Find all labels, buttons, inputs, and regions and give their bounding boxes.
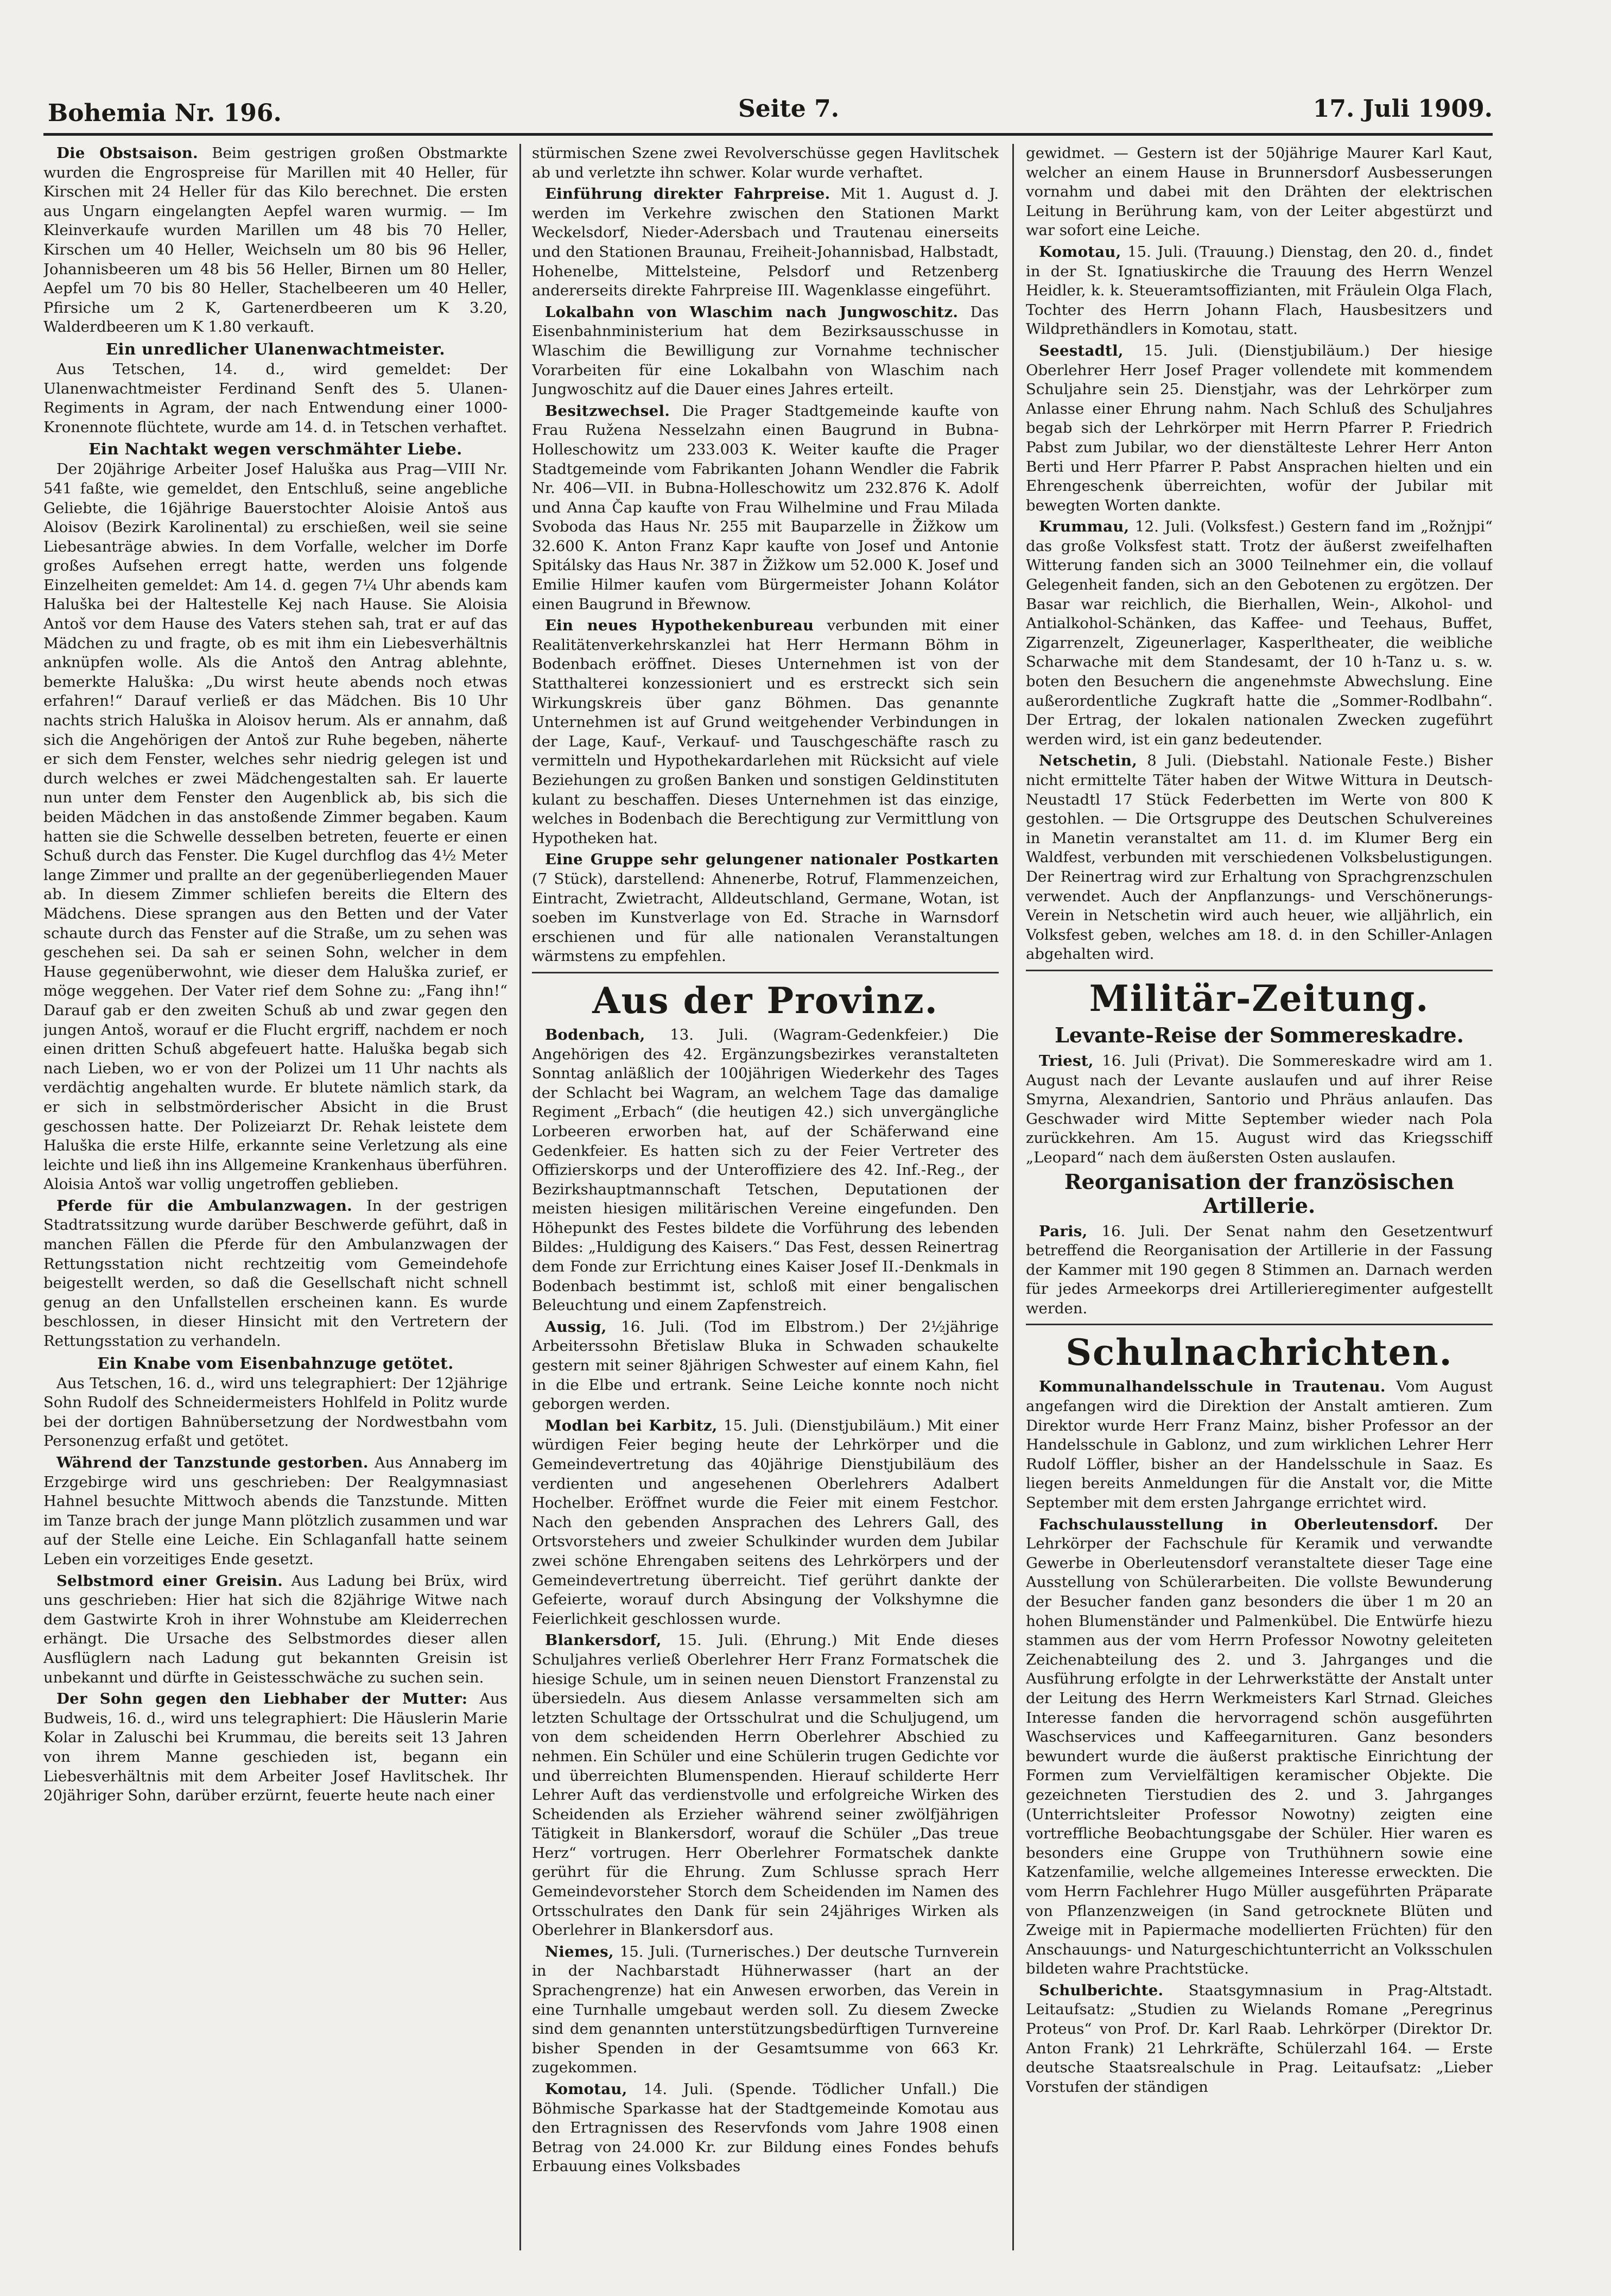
article-inline-headline: Eine Gruppe sehr gelungener nationaler Postkarten [545,851,999,869]
article-inline-headline: Lokalbahn von Wlaschim nach Jungwoschitz. [545,303,959,321]
article-paragraph [532,1026,999,1315]
article-text: (7 Stück), darstellend: Ahnenerbe, Rotruf, Flammenzeichen, Eintracht, Zwietracht, Alldeutschland, Germane, Wotan, ist soeben im Kunstverlage von Ed. Strache in Warnsdorf erschienen und für alle nationalen Veranstaltungen wärmstens zu empfehlen. [532,870,999,965]
article-inline-headline: Der Sohn gegen den Liebhaber der Mutter: [56,1690,468,1708]
column-rule [1012,144,1014,2250]
article-paragraph [43,1197,508,1351]
article-text: Mit 1. August d. J. werden im Verkehre zwischen den Stationen Markt Weckelsdorf, Nieder-Adersbach und Trautenau einerseits und den Stationen Braunau, Freiheit-Johannisbad, Halbstadt, Hohenelbe, Mittelsteine, Pelsdorf und Retzenberg andererseits direkte Fahrpreise III. Wagenklasse eingeführt. [532,185,999,300]
article-paragraph [43,1453,508,1570]
article-text: 14. Juli. (Spende. Tödlicher Unfall.) Die Böhmische Sparkasse hat der Stadtgemeinde Komotau aus den Ertragnissen des Reservfonds vom Jahre 1908 einen Betrag von 24.000 Kr. zur Bildung eines Fondes behufs Erbauung eines Volksbades [532,2080,999,2175]
article-paragraph [532,1943,999,2078]
article-paragraph [532,2080,999,2177]
article-inline-headline: Triest, [1039,1052,1094,1070]
article-inline-headline: Die Obstsaison. [56,144,199,162]
issue-date: 17. Juli 1909. [1312,95,1493,123]
article-inline-headline: Besitzwechsel. [545,402,670,420]
article-text: Die Prager Stadtgemeinde kaufte von Frau Ružena Nesselzahn einen Baugrund in Bubna-Holleschowitz um 233.003 K. Weiter kaufte die Prager Stadtgemeinde vom Fabrikanten Johann Wendler die Fabrik Nr. 406—VII. in Bubna-Holleschowitz um 232.876 K. Adolf und Anna Čap kaufte von Frau Wilhelmine und Frau Milada Svoboda das Haus Nr. 255 mit Bauparzelle in Žižkow um 32.600 K. Anton Franz Kapr kaufte von Josef und Antonie Spitálsky das Haus Nr. 387 in Žižkow um 52.000 K. Josef und Emilie Hilmer kaufen vom Bürgermeister Johann Kolátor einen Baugrund in Břewnow. [532,402,999,613]
article-inline-headline: Komotau, [1039,243,1121,261]
article-text: 16. Juli (Privat). Die Sommereskadre wird am 1. August nach der Levante auslaufen und auf ihrer Reise Smyrna, Alexandrien, Santorio und Phräus anlaufen. Das Geschwader wird Mitte September wieder nach Pola zurückkehren. Am 15. August wird das Kriegsschiff „Leopard“ nach dem äußersten Osten auslaufen. [1026,1052,1493,1166]
section-title: Schulnachrichten. [1065,1331,1453,1374]
article-paragraph [1026,144,1493,241]
article-inline-headline: Schulberichte. [1039,1981,1164,1999]
section-divider [1026,1324,1493,1325]
subsection-title: Reorganisation der französischen Artillerie. [1064,1169,1454,1218]
article-inline-headline: Niemes, [545,1943,614,1960]
article-paragraph [1026,517,1493,749]
article-inline-headline: Komotau, [545,2080,627,2098]
article-text: 16. Juli. Der Senat nahm den Gesetzentwurf betreffend die Reorganisation der Artillerie in der Fassung der Kammer mit 190 gegen 8 Stimmen an. Darnach werden für jedes Armeekorps drei Artillerieregimenter aufgestellt werden. [1026,1222,1493,1317]
article-paragraph [532,402,999,615]
article-paragraph [1026,1222,1493,1319]
article-text: 12. Juli. (Volksfest.) Gestern fand im „Rožnjpi“ das große Volksfest statt. Trotz der äußerst zweifelhaften Witterung fanden sich an 3000 Teilnehmer ein, die vollauf Gelegenheit fanden, sich an den Gebotenen zu ergötzen. Der Basar war reichlich, die Bierhallen, Wein-, Alkohol- und Antialkohol-Schänken, das Kaffee- und Teehaus, Buffet, Zigarrenzelt, Zigeunerlager, Kasperltheater, die weibliche Scharwache mit dem Standesamt, der 10 h-Tanz u. s. w. boten den Besuchern die angenehmste Abwechslung. Eine außerordentliche Zugkraft hatte die „Sommer-Rodlbahn“. Der Ertrag, der lokalen nationalen Zwecken zugeführt werden wird, ist ein ganz bedeutender. [1026,518,1493,748]
article-inline-headline: Paris, [1039,1222,1088,1240]
article-paragraph [1026,341,1493,515]
article-paragraph [43,460,508,1194]
article-text: Das Eisenbahnministerium hat dem Bezirksausschusse in Wlaschim die Bewilligung zur Vornahme technischer Vorarbeiten für eine Lokalbahn von Wlaschim nach Jungwoschitz auf die Dauer eines Jahres erteilt. [532,303,999,399]
article-inline-headline: Bodenbach, [545,1026,645,1043]
article-text: Aus Tetschen, 16. d., wird uns telegraphiert: Der 12jährige Sohn Rudolf des Schneidermeisters Hohlfeld in Politz wurde bei der dortigen Bahnübersetzung der Nordwestbahn vom Personenzug erfaßt und getötet. [43,1374,508,1450]
section-title: Aus der Provinz. [592,979,938,1022]
article-headline: Ein Knabe vom Eisenbahnzuge getötet. [97,1353,454,1372]
page-header [43,95,1493,136]
article-inline-headline: Aussig, [545,1318,607,1336]
article-inline-headline: Netschetin, [1039,752,1138,770]
article-text: Staatsgymnasium in Prag-Altstadt. Leitaufsatz: „Studien zu Wielands Romane „Peregrinus Proteus“ von Prof. Dr. Karl Raab. Lehrkörper (Direktor Dr. Anton Frank) 21 Lehrkräfte, Schülerzahl 164. — Erste deutsche Staatsrealschule in Prag. Leitaufsatz: „Lieber Vorstufen der ständigen [1026,1981,1493,2096]
page-number: Seite 7. [738,95,840,123]
column-3 [1026,144,1493,2250]
article-inline-headline: Ein neues Hypothekenbureau [545,617,814,635]
article-text: 16. Juli. (Tod im Elbstrom.) Der 2½jährige Arbeiterssohn Břetislaw Bluka in Schwaden schaukelte gestern mit seiner 8jährigen Schwester auf einem Kahn, fiel in die Elbe und ertrank. Seine Leiche konnte noch nicht geborgen werden. [532,1318,999,1413]
article-paragraph [43,144,508,337]
article-text: 15. Juli. (Ehrung.) Mit Ende dieses Schuljahres verließ Oberlehrer Herr Franz Formatschek die hiesige Schule, um in seinen neuen Dienstort Franzenstal zu übersiedeln. Aus diesem Anlasse versammelten sich am letzten Schultage der Ortsschulrat und die Schuljugend, um von dem scheidenden Herrn Oberlehrer Abschied zu nehmen. Ein Schüler und eine Schülerin trugen Gedichte vor und überreichten Blumenspenden. Hierauf schilderte Herr Lehrer Auft das verdienstvolle und erfolgreiche Wirken des Scheidenden als Erzieher während seiner zwölfjährigen Tätigkeit in Blankersdorf, worauf die Schüler „Das treue Herz“ vortrugen. Herr Oberlehrer Formatschek dankte gerührt für die Ehrung. Zum Schlusse sprach Herr Gemeindevorsteher Storch dem Scheidenden im Namen des Ortsschulrates den Dank für sein 24jähriges Wirken als Oberlehrer in Blankersdorf aus. [532,1631,999,1939]
article-inline-headline: Während der Tanzstunde gestorben. [56,1454,369,1471]
article-inline-headline: Kommunalhandelsschule in Trautenau. [1039,1378,1386,1396]
article-text: gewidmet. — Gestern ist der 50jährige Maurer Karl Kaut, welcher an einem Hause in Brunnersdorf Ausbesserungen vornahm und dabei mit den Drähten der elektrischen Leitung in Berührung kam, von der Leiter abgestürzt und war sofort eine Leiche. [1026,144,1493,239]
article-inline-headline: Seestadtl, [1039,341,1124,359]
article-inline-headline: Selbstmord einer Greisin. [56,1572,283,1590]
article-paragraph [532,1416,999,1629]
article-inline-headline: Fachschulausstellung in Oberleutensdorf. [1039,1515,1439,1533]
article-paragraph [1026,1377,1493,1513]
article-text: 15. Juli. (Dienstjubiläum.) Der hiesige Oberlehrer Herr Josef Prager vollendete mit kommendem Schuljahre sein 25. Dienstjahr, was der Lehrkörper zum Anlasse einer Ehrung nahm. Nach Schluß des Schuljahres begab sich der Lehrkörper mit Herrn Pfarrer P. Friedrich Pabst zum Jubilar, wo der dienstälteste Lehrer Herr Anton Berti und Herr Pfarrer P. Pabst Ansprachen hielten und ein Ehrengeschenk überreichten, wofür der Jubilar mit bewegten Worten dankte. [1026,341,1493,514]
article-paragraph [43,1374,508,1451]
article-text: Aus Budweis, 16. d., wird uns telegraphiert: Die Häuslerin Marie Kolar in Zaluschi bei Krummau, die bereits seit 13 Jahren von ihrem Manne geschieden ist, begann ein Liebesverhältnis mit dem Arbeiter Josef Havlitschek. Ihr 20jähriger Sohn, darüber erzürnt, feuerte heute nach einer [43,1690,508,1805]
article-inline-headline: Einführung direkter Fahrpreise. [545,185,830,203]
article-paragraph [532,850,999,966]
article-text: Aus Tetschen, 14. d., wird gemeldet: Der Ulanenwachtmeister Ferdinand Senft des 5. Ulanen-Regiments in Agram, der nach Entwendung einer 1000-Kronennote flüchtete, wurde am 14. d. in Tetschen verhaftet. [43,360,508,436]
newspaper-page [43,95,1493,2261]
article-paragraph [532,1318,999,1414]
section-title: Militär-Zeitung. [1089,977,1430,1020]
article-headline: Ein Nachtakt wegen verschmähter Liebe. [88,440,462,459]
article-paragraph [532,616,999,848]
article-text: stürmischen Szene zwei Revolverschüsse gegen Havlitschek ab und verletzte ihn schwer. Kolar wurde verhaftet. [532,144,999,181]
article-inline-headline: Krummau, [1039,518,1130,536]
article-text: Aus Ladung bei Brüx, wird uns geschrieben: Hier hat sich die 82jährige Witwe nach dem Gastwirte Kroh in ihrer Wohnstube am Kleiderrechen erhängt. Die Ursache des Selbstmordes dieser allen Ausflüglern nach Ladung gut bekannten Greisin ist unbekannt und dürfte in Geistesschwäche zu suchen sein. [43,1572,508,1686]
article-text: verbunden mit einer Realitätenverkehrskanzlei hat Herr Hermann Böhm in Bodenbach eröffnet. Dieses Unternehmen ist von der Statthalterei konzessioniert und es erstreckt sich sein Wirkungskreis über ganz Böhmen. Das genannte Unternehmen ist auf Grund weitgehender Verbindungen in der Lage, Kauf-, Verkauf- und Tauschgeschäfte rasch zu vermitteln und Hypothekardarlehen mit Rücksicht auf viele Beziehungen zu großen Banken und sonstigen Geldinstituten kulant zu beschaffen. Dieses Unternehmen ist das einzige, welches in Bodenbach die Berechtigung zur Vermittlung von Hypotheken hat. [532,617,999,847]
column-rule [519,144,521,2250]
article-paragraph [532,1631,999,1940]
article-paragraph [43,360,508,437]
section-divider [532,972,999,973]
article-paragraph [1026,751,1493,964]
article-paragraph [43,1572,508,1688]
article-text: Der Lehrkörper der Fachschule für Keramik und verwandte Gewerbe in Oberleutensdorf veranstaltete dieser Tage eine Ausstellung von Schülerarbeiten. Die vollste Bewunderung der Besucher fanden ganz besonders die über 1 m 20 an hohen Blumenständer und Palmenkübel. Die Entwürfe hiezu stammen aus der vom Herrn Professor Nowotny geleiteten Zeichenabteilung des 2. und 3. Jahrganges und die Ausführung erfolgte in der Lehrwerkstätte der Anstalt unter der Leitung des Herrn Werkmeisters Karl Strnad. Gleiches Interesse fanden die hervorragend schön ausgeführten Waschservices und Kaffeegarnituren. Ganz besonders bewundert wurde die äußerst praktische Einrichtung der Formen zum Vervielfältigen keramischer Objekte. Die gezeichneten Tierstudien des 2. und 3. Jahrganges (Unterrichtsleiter Professor Nowotny) zeigten eine vortreffliche Beobachtungsgabe der Schüler. Hier waren es besonders eine Gruppe von Truthühnern sowie eine Katzenfamilie, welche allgemeines Interesse erweckten. Die vom Herrn Fachlehrer Hugo Müller ausgeführten Präparate von Pflanzenzweigen (in Sand getrocknete Blüten und Zweige mit in Papiermache modellierten Früchten) für den Anschauungs- und Naturgeschichtunterricht an Volksschulen bildeten wahre Prachtstücke. [1026,1515,1493,1978]
article-paragraph [532,185,999,301]
article-inline-headline: Blankersdorf, [545,1631,662,1649]
article-text: Aus Annaberg im Erzgebirge wird uns geschrieben: Der Realgymnasiast Hahnel besuchte Mittwoch abends die Tanzstunde. Mitten im Tanze brach der junge Mann plötzlich zusammen und war auf der Stelle eine Leiche. Ein Schlaganfall hatte seinem Leben ein vorzeitiges Ende gesetzt. [43,1454,508,1568]
article-paragraph [1026,1981,1493,2097]
column-2 [532,144,999,2250]
article-paragraph [532,303,999,400]
article-paragraph [43,1690,508,1806]
article-paragraph [1026,1052,1493,1168]
section-divider [1026,970,1493,971]
column-1 [43,144,508,2250]
article-text: 15. Juli. (Turnerisches.) Der deutsche Turnverein in der Nachbarstadt Hühnerwasser (hart an der Sprachengrenze) hat ein Anwesen erworben, das Verein in eine Turnhalle umgebaut werden soll. Zu diesem Zwecke sind dem genannten unterstützungsbedürftigen Turnvereine bisher Spenden in der Gesamtsumme von 663 Kr. zugekommen. [532,1943,999,2077]
article-paragraph [532,144,999,182]
article-text: 13. Juli. (Wagram-Gedenkfeier.) Die Angehörigen des 42. Ergänzungsbezirkes veranstalteten Sonntag anläßlich der 100jährigen Wiederkehr des Tages der Schlacht bei Wagram, an welchem Tage das damalige Regiment „Erbach“ (die heutigen 42.) sich unvergängliche Lorbeeren erworben hat, auf der Schäferwand eine Gedenkfeier. Es hatten sich zu der Feier Vertreter des Offizierskorps und der Unteroffiziere des 42. Inf.-Reg., der Bezirkshauptmannschaft Tetschen, Deputationen der meisten hiesigen militärischen Vereine eingefunden. Den Höhepunkt des Festes bildete die Vorführung des lebenden Bildes: „Huldigung des Kaisers.“ Das Fest, dessen Reinertrag dem Fonde zur Errichtung eines Kaiser Josef II.-Denkmals in Bodenbach bestimmt ist, schloß mit einer bengalischen Beleuchtung und einem Zapfenstreich. [532,1026,999,1314]
article-text: 15. Juli. (Dienstjubiläum.) Mit einer würdigen Feier beging heute der Lehrkörper und die Gemeindevertretung das 40jährige Dienstjubiläum des verdienten und angesehenen Oberlehrers Adalbert Hochelber. Eröffnet wurde die Feier mit einem Festchor. Nach den gebenden Ansprachen des Lehrers Gall, des Ortsvorstehers und zweier Schulkinder wurden dem Jubilar zwei schöne Ehrengaben seitens des Lehrkörpers und der Gemeindevertretung überreicht. Tief gerührt dankte der Gefeierte, worauf durch Absingung der Volkshymne die Feierlichkeit geschlossen wurde. [532,1416,999,1628]
article-text: 8 Juli. (Diebstahl. Nationale Feste.) Bisher nicht ermittelte Täter haben der Witwe Wittura in Deutsch-Neustadtl 17 Stück Federbetten im Werte von 800 K gestohlen. — Die Ortsgruppe des Deutschen Schulvereines in Manetin veranstaltet am 11. d. im Klumer Berg ein Waldfest, verbunden mit verschiedenen Volksbelustigungen. Der Reinertrag wird zur Erhaltung von Sprachgrenzschulen verwendet. Auch der Anpflanzungs- und Verschönerungs-Verein in Netschetin wird auch heuer, wie alljährlich, ein Volksfest geben, welches am 18. d. in den Schiller-Anlagen abgehalten wird. [1026,752,1493,963]
article-paragraph [1026,1515,1493,1979]
article-inline-headline: Pferde für die Ambulanzwagen. [56,1197,353,1215]
article-text: Der 20jährige Arbeiter Josef Haluška aus Prag—VIII Nr. 541 faßte, wie gemeldet, den Entschluß, seine angebliche Geliebte, die 16jährige Bauerstochter Aloisie Antoš aus Aloisov (Bezirk Karolinental) zu erschießen, weil sie seine Liebesanträge abwies. In dem Vorfalle, welcher im Dorfe großes Aufsehen erregt hatte, werden uns folgende Einzelheiten gemeldet: Am 14. d. gegen 7¼ Uhr abends kam Haluška bei der Haltestelle Kej nach Hause. Sie Aloisia Antoš vor dem Hause des Vaters stehen sah, trat er auf das Mädchen zu und fragte, ob es mit ihm ein Liebesverhältnis anknüpfen wolle. Als die Antoš den Antrag ablehnte, bemerkte Haluška: „Du wirst heute abends noch etwas erfahren!“ Darauf verließ er das Mädchen. Bis 10 Uhr nachts strich Haluška in Aloisov herum. Als er annahm, daß sich die Angehörigen der Antoš zur Ruhe begeben, näherte er sich dem Fenster, welches sehr niedrig gelegen ist und durch welches er zwei Mädchengestalten sah. Er lauerte nun unter dem Fenster den Augenblick ab, bis sich die beiden Mädchen in das anstoßende Zimmer begaben. Kaum hatten sie die Schwelle desselben betreten, feuerte er einen Schuß durch das Fenster. Die Kugel durchflog das 4½ Meter lange Zimmer und prallte an der gegenüberliegenden Mauer ab. In diesem Zimmer schliefen bereits die Eltern des Mädchens. Diese sprangen aus den Betten und der Vater schaute durch das Fenster auf die Straße, um zu sehen was geschehen sei. Da sah er seinen Sohn, welcher in dem Hause gegenüberwohnt, wie dieser dem Haluška zurief, er möge weggehen. Der Vater rief dem Sohne zu: „Fang ihn!“ Darauf gab er den zweiten Schuß ab und zwar gegen den jungen Antoš, worauf er die Flucht ergriff, nachdem er noch einen dritten Schuß abgefeuert hatte. Haluška begab sich nach Lieben, wo er von der Polizei um 11 Uhr nachts als verdächtig angehalten wurde. Er blutete nämlich stark, da er sich in selbstmörderischer Absicht in die Brust geschossen hatte. Der Polizeiarzt Dr. Rehak leistete dem Haluška die erste Hilfe, erkannte seine Verletzung als eine leichte und ließ ihn ins Allgemeine Krankenhaus überführen. Aloisia Antoš war vollig ungetroffen geblieben. [43,460,508,1193]
article-text: In der gestrigen Stadtratssitzung wurde darüber Beschwerde geführt, daß in manchen Fällen die Pferde für den Ambulanzwagen der Rettungsstation nicht rechtzeitig vom Gemeindehofe beigestellt werden, so daß die Gesellschaft nicht schnell genug an den Unfallstellen erscheinen kann. Es wurde beschlossen, in dieser Hinsicht mit den Vertretern der Rettungsstation zu verhandeln. [43,1197,508,1350]
newspaper-name: Bohemia Nr. 196. [48,99,282,127]
article-paragraph [1026,243,1493,339]
article-text: 15. Juli. (Trauung.) Dienstag, den 20. d., findet in der St. Ignatiuskirche die Trauung des Herrn Wenzel Heidler, k. k. Steueramtsoffizianten, mit Fräulein Olga Flach, Tochter des Herrn Johann Flach, Hausbesitzers und Wildprethändlers in Komotau, statt. [1026,243,1493,338]
article-headline: Ein unredlicher Ulanenwachtmeister. [105,339,446,358]
article-inline-headline: Modlan bei Karbitz, [545,1416,718,1434]
subsection-title: Levante-Reise der Sommereskadre. [1055,1022,1464,1047]
article-text: Beim gestrigen großen Obstmarkte wurden die Engrospreise für Marillen mit 40 Heller, für Kirschen mit 24 Heller für das Kilo berechnet. Die ersten aus Ungarn eingelangten Aepfel waren wurmig. — Im Kleinverkaufe wurden Marillen um 48 bis 70 Heller, Kirschen um 40 Heller, Weichseln um 80 bis 96 Heller, Johannisbeeren um 48 bis 56 Heller, Birnen um 80 Heller, Aepfel um 70 bis 80 Heller, Stachelbeeren um 40 Heller, Pfirsiche um 2 K, Gartenerdbeeren um K 3.20, Walderdbeeren um K 1.80 verkauft. [43,144,508,336]
article-text: Vom August angefangen wird die Direktion der Anstalt amtieren. Zum Direktor wurde Herr Franz Mainz, bisher Professor an der Handelsschule in Gablonz, und zum wirklichen Lehrer Herr Rudolf Löffler, bisher an der Handelsschule in Saaz. Es liegen bereits Anmeldungen für die Anstalt vor, die Mitte September mit dem ersten Jahrgange errichtet wird. [1026,1378,1493,1512]
